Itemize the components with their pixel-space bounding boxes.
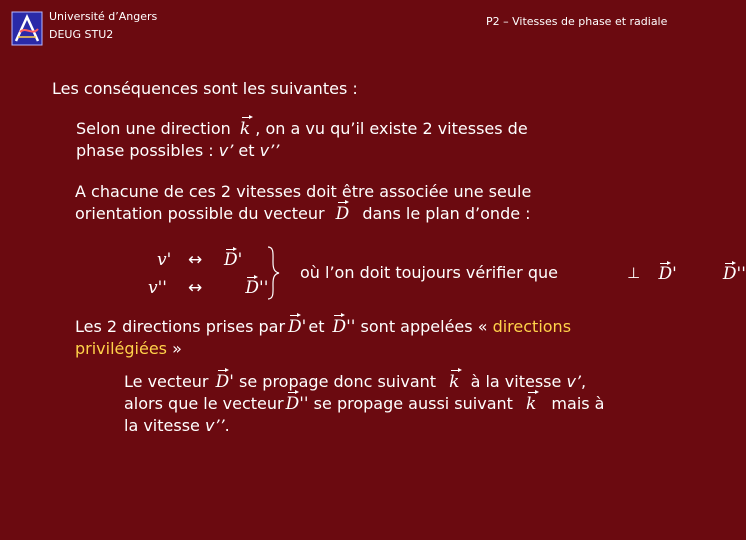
eq1-right: D'	[224, 250, 243, 270]
eq1-arrow: ↔	[188, 250, 203, 270]
paragraph-1-line-2	[76, 140, 279, 162]
p3-et: et	[308, 317, 325, 336]
p4-D-double-prime: D''	[285, 394, 309, 414]
paragraph-4-line-3	[124, 415, 230, 437]
p4-k-vector-1: k	[449, 372, 460, 392]
cond-D-double-prime: D''	[722, 264, 746, 284]
program-name: DEUG STU2	[49, 28, 114, 41]
p2-text-b: dans le plan d’onde :	[362, 204, 531, 223]
v-double-prime: v’’	[259, 141, 280, 160]
p3-text-b: sont appelées «	[360, 317, 488, 336]
p4-v-prime: v’	[566, 372, 581, 391]
p4-text-c: à la vitesse	[470, 372, 567, 391]
paragraph-2-line-1: A chacune de ces 2 vitesses doit être associée une seule	[75, 182, 532, 201]
condition-text: où l’on doit toujours vérifier que	[300, 263, 558, 282]
p4-text-b: se propage donc suivant	[239, 372, 437, 391]
university-logo-icon	[12, 12, 42, 45]
p1-text-c: phase possibles :	[76, 141, 219, 160]
p1-text-b: , on a vu qu’il existe 2 vitesses de	[255, 119, 528, 138]
p4-k-vector-2: k	[526, 394, 537, 414]
highlight-directions: directions	[492, 317, 572, 336]
paragraph-4-line-1	[124, 371, 586, 393]
p4-period: .	[224, 416, 230, 435]
p4-text-a: Le vecteur	[124, 372, 209, 391]
p4-D-prime: D'	[215, 372, 234, 392]
cond-D-prime: D'	[658, 264, 677, 284]
paragraph-3-line-1	[75, 316, 571, 338]
intro-text: Les conséquences sont les suivantes :	[52, 79, 358, 98]
eq2-right: D''	[245, 278, 269, 298]
p3-D-prime: D'	[288, 317, 307, 337]
eq2-arrow: ↔	[188, 278, 203, 298]
p3-D-double-prime: D''	[332, 317, 356, 337]
p4-comma: ,	[581, 372, 587, 391]
D-vector: D	[335, 204, 350, 224]
p2-text-a: orientation possible du vecteur	[75, 204, 325, 223]
paragraph-1-line-1	[76, 118, 528, 140]
eq1-left: v'	[157, 250, 172, 270]
highlight-privileged: privilégiées	[75, 339, 168, 358]
paragraph-2-line-2	[75, 203, 531, 225]
p3-text-a: Les 2 directions prises par	[75, 317, 286, 336]
p4-text-d: alors que le vecteur	[124, 394, 284, 413]
p4-text-e: se propage aussi suivant	[313, 394, 513, 413]
p3-close: »	[167, 339, 182, 358]
p4-v-double-prime: v’’	[204, 416, 225, 435]
p4-text-g: la vitesse	[124, 416, 205, 435]
v-prime: v’	[218, 141, 234, 160]
perp-symbol: ⊥	[627, 264, 641, 282]
k-vector: k	[239, 119, 251, 139]
eq2-left: v''	[148, 278, 167, 298]
section-title: P2 – Vitesses de phase et radiale	[486, 15, 668, 28]
p1-et: et	[233, 141, 260, 160]
paragraph-4-line-2	[124, 393, 604, 415]
brace-icon	[266, 246, 280, 304]
p4-text-f: mais à	[551, 394, 605, 413]
paragraph-3-line-2	[75, 338, 182, 360]
university-name: Université d’Angers	[49, 10, 158, 23]
p1-text-a: Selon une direction	[76, 119, 231, 138]
